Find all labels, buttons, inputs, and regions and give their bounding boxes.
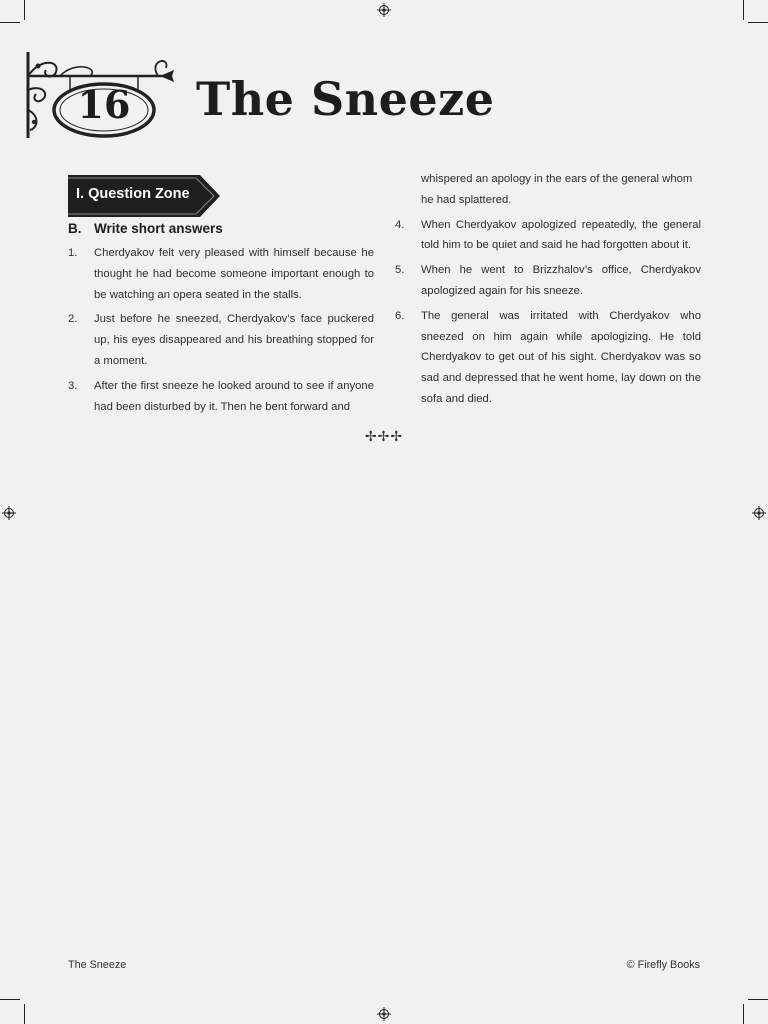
answer-item [68, 376, 374, 418]
crop-mark [0, 22, 20, 23]
answer-item [395, 215, 701, 257]
registration-mark-icon [752, 506, 766, 520]
answer-number: 5. [395, 264, 405, 277]
registration-mark-icon [377, 3, 391, 17]
answer-item [395, 260, 701, 302]
answer-text: After the first sneeze he looked around to see if anyone had been disturbed by it. Then he bent forward and [94, 379, 374, 413]
registration-mark-icon [377, 1007, 391, 1021]
answer-item [395, 306, 701, 410]
crop-mark [0, 999, 20, 1000]
chapter-number-sign [20, 46, 180, 151]
crop-mark [743, 1004, 744, 1024]
crop-mark [748, 999, 768, 1000]
answer-item [68, 243, 374, 305]
page-title: The Sneeze [196, 72, 495, 126]
answer-number: 2. [68, 313, 78, 326]
registration-mark-icon [2, 506, 16, 520]
answer-continuation: whispered an apology in the ears of the general whom he had splattered. [421, 173, 693, 206]
section-letter: B. [68, 221, 82, 236]
answer-text: The general was irritated with Cherdyakov who sneezed on him again while apologizing. He told Cherdyakov to get out of his sight. Cherdyakov was so sad and depressed that he went home, lay down on the sofa and died. [421, 309, 701, 405]
answer-text: When Cherdyakov apologized repeatedly, the general told him to be quiet and said he had forgotten about it. [421, 218, 701, 252]
answer-text: Just before he sneezed, Cherdyakov’s face puckered up, his eyes disappeared and his breathing stopped for a moment. [94, 313, 374, 367]
answer-text: Cherdyakov felt very pleased with himself because he thought he had become someone important enough to be watching an opera seated in the stalls. [94, 247, 374, 301]
crop-mark [24, 0, 25, 20]
answers-left-column [68, 243, 374, 421]
answer-number: 1. [68, 247, 78, 259]
answer-text: When he went to Brizzhalov’s office, Cherdyakov apologized again for his sneeze. [421, 264, 701, 297]
answer-number: 4. [395, 218, 405, 231]
answers-right-column [395, 169, 701, 414]
section-heading [68, 221, 223, 236]
answer-number: 3. [68, 379, 78, 392]
crop-mark [743, 0, 744, 20]
section-break-ornament: ✢✢✢ [364, 428, 404, 444]
crop-mark [24, 1004, 25, 1024]
answer-item [68, 309, 374, 371]
footer-publisher: © Firefly Books [626, 959, 700, 971]
chapter-number: 16 [77, 82, 131, 127]
footer-chapter-title: The Sneeze [68, 959, 127, 971]
crop-mark [748, 22, 768, 23]
zone-label: I. Question Zone [76, 186, 190, 202]
section-heading-text: Write short answers [94, 221, 223, 236]
answer-number: 6. [395, 309, 405, 322]
